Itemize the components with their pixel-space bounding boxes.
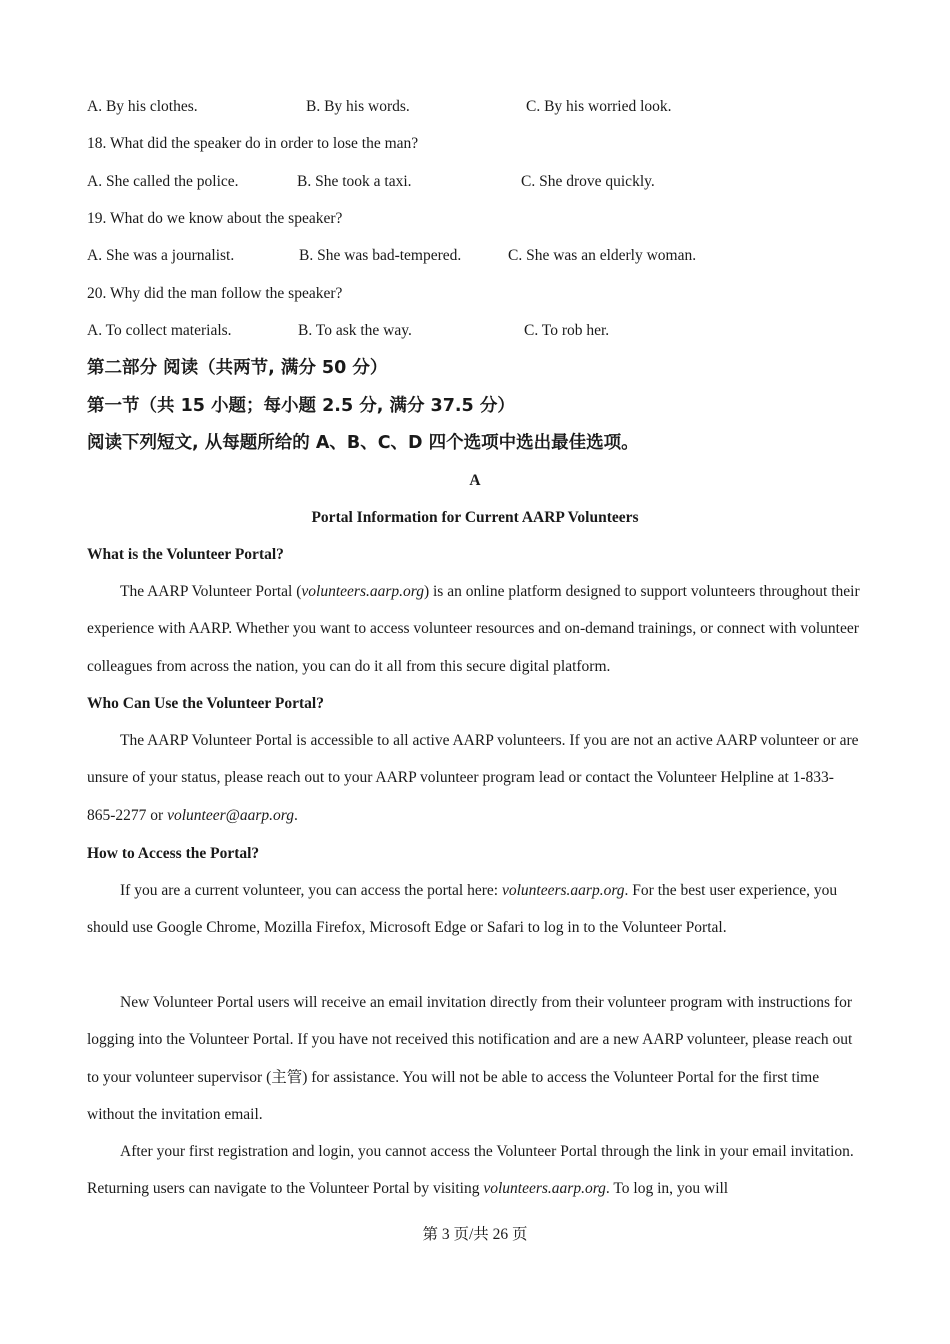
q17-option-a: A. By his clothes.: [87, 98, 198, 115]
p4-text: New Volunteer Portal users will receive an email invitation directly from their volunteer program with instructions for logging into the Volunteer Portal. If you have not received this notification and are a new AARP volunteer, please reach out to your volunteer supervisor (主管) for assistance. You will not be able to access the Volunteer Portal for the first time without the invitation email.: [87, 994, 853, 1124]
p2-text-start: The AARP Volunteer Portal is accessible to all active AARP volunteers. If you are not an active AARP volunteer or are unsure of your status, please reach out to your AARP volunteer program lead or contact the Volunteer Helpline at 1-833-865-2277 or: [87, 732, 859, 824]
section-part2-heading: 第二部分 阅读（共两节, 满分 50 分）: [87, 358, 388, 378]
q20-option-c: C. To rob her.: [524, 322, 610, 339]
q20-option-b: B. To ask the way.: [298, 322, 412, 339]
paragraph-5: [87, 1133, 862, 1208]
paragraph-2: [87, 722, 862, 834]
p2-email: volunteer@aarp.org: [167, 806, 294, 824]
p1-text-start: The AARP Volunteer Portal (: [120, 583, 302, 600]
p3-text-end: . For the best user experience, you should use Google Chrome, Mozilla Firefox, Microsoft Edge or Safari to log in to the Volunteer Portal.: [87, 882, 838, 937]
p5-text-end: . To log in, you will: [605, 1180, 729, 1198]
heading-what-is-portal: What is the Volunteer Portal?: [87, 546, 284, 563]
section-instruction: 阅读下列短文, 从每题所给的 A、B、C、D 四个选项中选出最佳选项。: [87, 433, 639, 453]
heading-how-to-access: How to Access the Portal?: [87, 845, 260, 862]
q19-option-b: B. She was bad-tempered.: [299, 247, 462, 264]
section-sub1-heading: 第一节（共 15 小题；每小题 2.5 分, 满分 37.5 分）: [87, 396, 515, 416]
paragraph-1: [87, 573, 862, 685]
q19-option-a: A. She was a journalist.: [87, 247, 235, 264]
p1-text-end: ) is an online platform designed to support volunteers throughout their experience with AARP. Whether you want to access volunteer resources and on-demand trainings, or connect with volunteer colleagues from across the nation, you can do it all from this secure digital platform.: [87, 583, 860, 675]
p1-portal-link: volunteers.aarp.org: [301, 583, 424, 600]
page-number-footer: 第 3 页/共 26 页: [422, 1226, 528, 1243]
passage-letter: A: [469, 472, 481, 489]
q18-option-c: C. She drove quickly.: [521, 173, 655, 190]
p3-text-start: If you are a current volunteer, you can access the portal here:: [120, 882, 502, 899]
p3-portal-link: volunteers.aarp.org: [501, 882, 625, 899]
paragraph-4: [87, 984, 862, 1134]
passage-title: Portal Information for Current AARP Volunteers: [311, 509, 639, 526]
q17-option-b: B. By his words.: [306, 98, 410, 115]
q20-question: 20. Why did the man follow the speaker?: [87, 285, 343, 302]
q19-option-c: C. She was an elderly woman.: [508, 247, 697, 264]
paragraph-3: [87, 872, 862, 947]
q18-option-b: B. She took a taxi.: [297, 173, 412, 190]
q19-question: 19. What do we know about the speaker?: [87, 210, 343, 227]
p5-portal-link: volunteers.aarp.org: [483, 1180, 606, 1198]
q17-option-c: C. By his worried look.: [526, 98, 672, 115]
p2-text-end: .: [293, 806, 298, 824]
p5-text-start: After your first registration and login, you cannot access the Volunteer Portal through the link in your email invitation. Returning users can navigate to the Volunteer Portal by visiting: [87, 1143, 854, 1198]
q20-option-a: A. To collect materials.: [87, 322, 232, 339]
q18-question: 18. What did the speaker do in order to lose the man?: [87, 135, 419, 152]
q18-option-a: A. She called the police.: [87, 173, 239, 190]
heading-who-can-use: Who Can Use the Volunteer Portal?: [87, 695, 324, 712]
